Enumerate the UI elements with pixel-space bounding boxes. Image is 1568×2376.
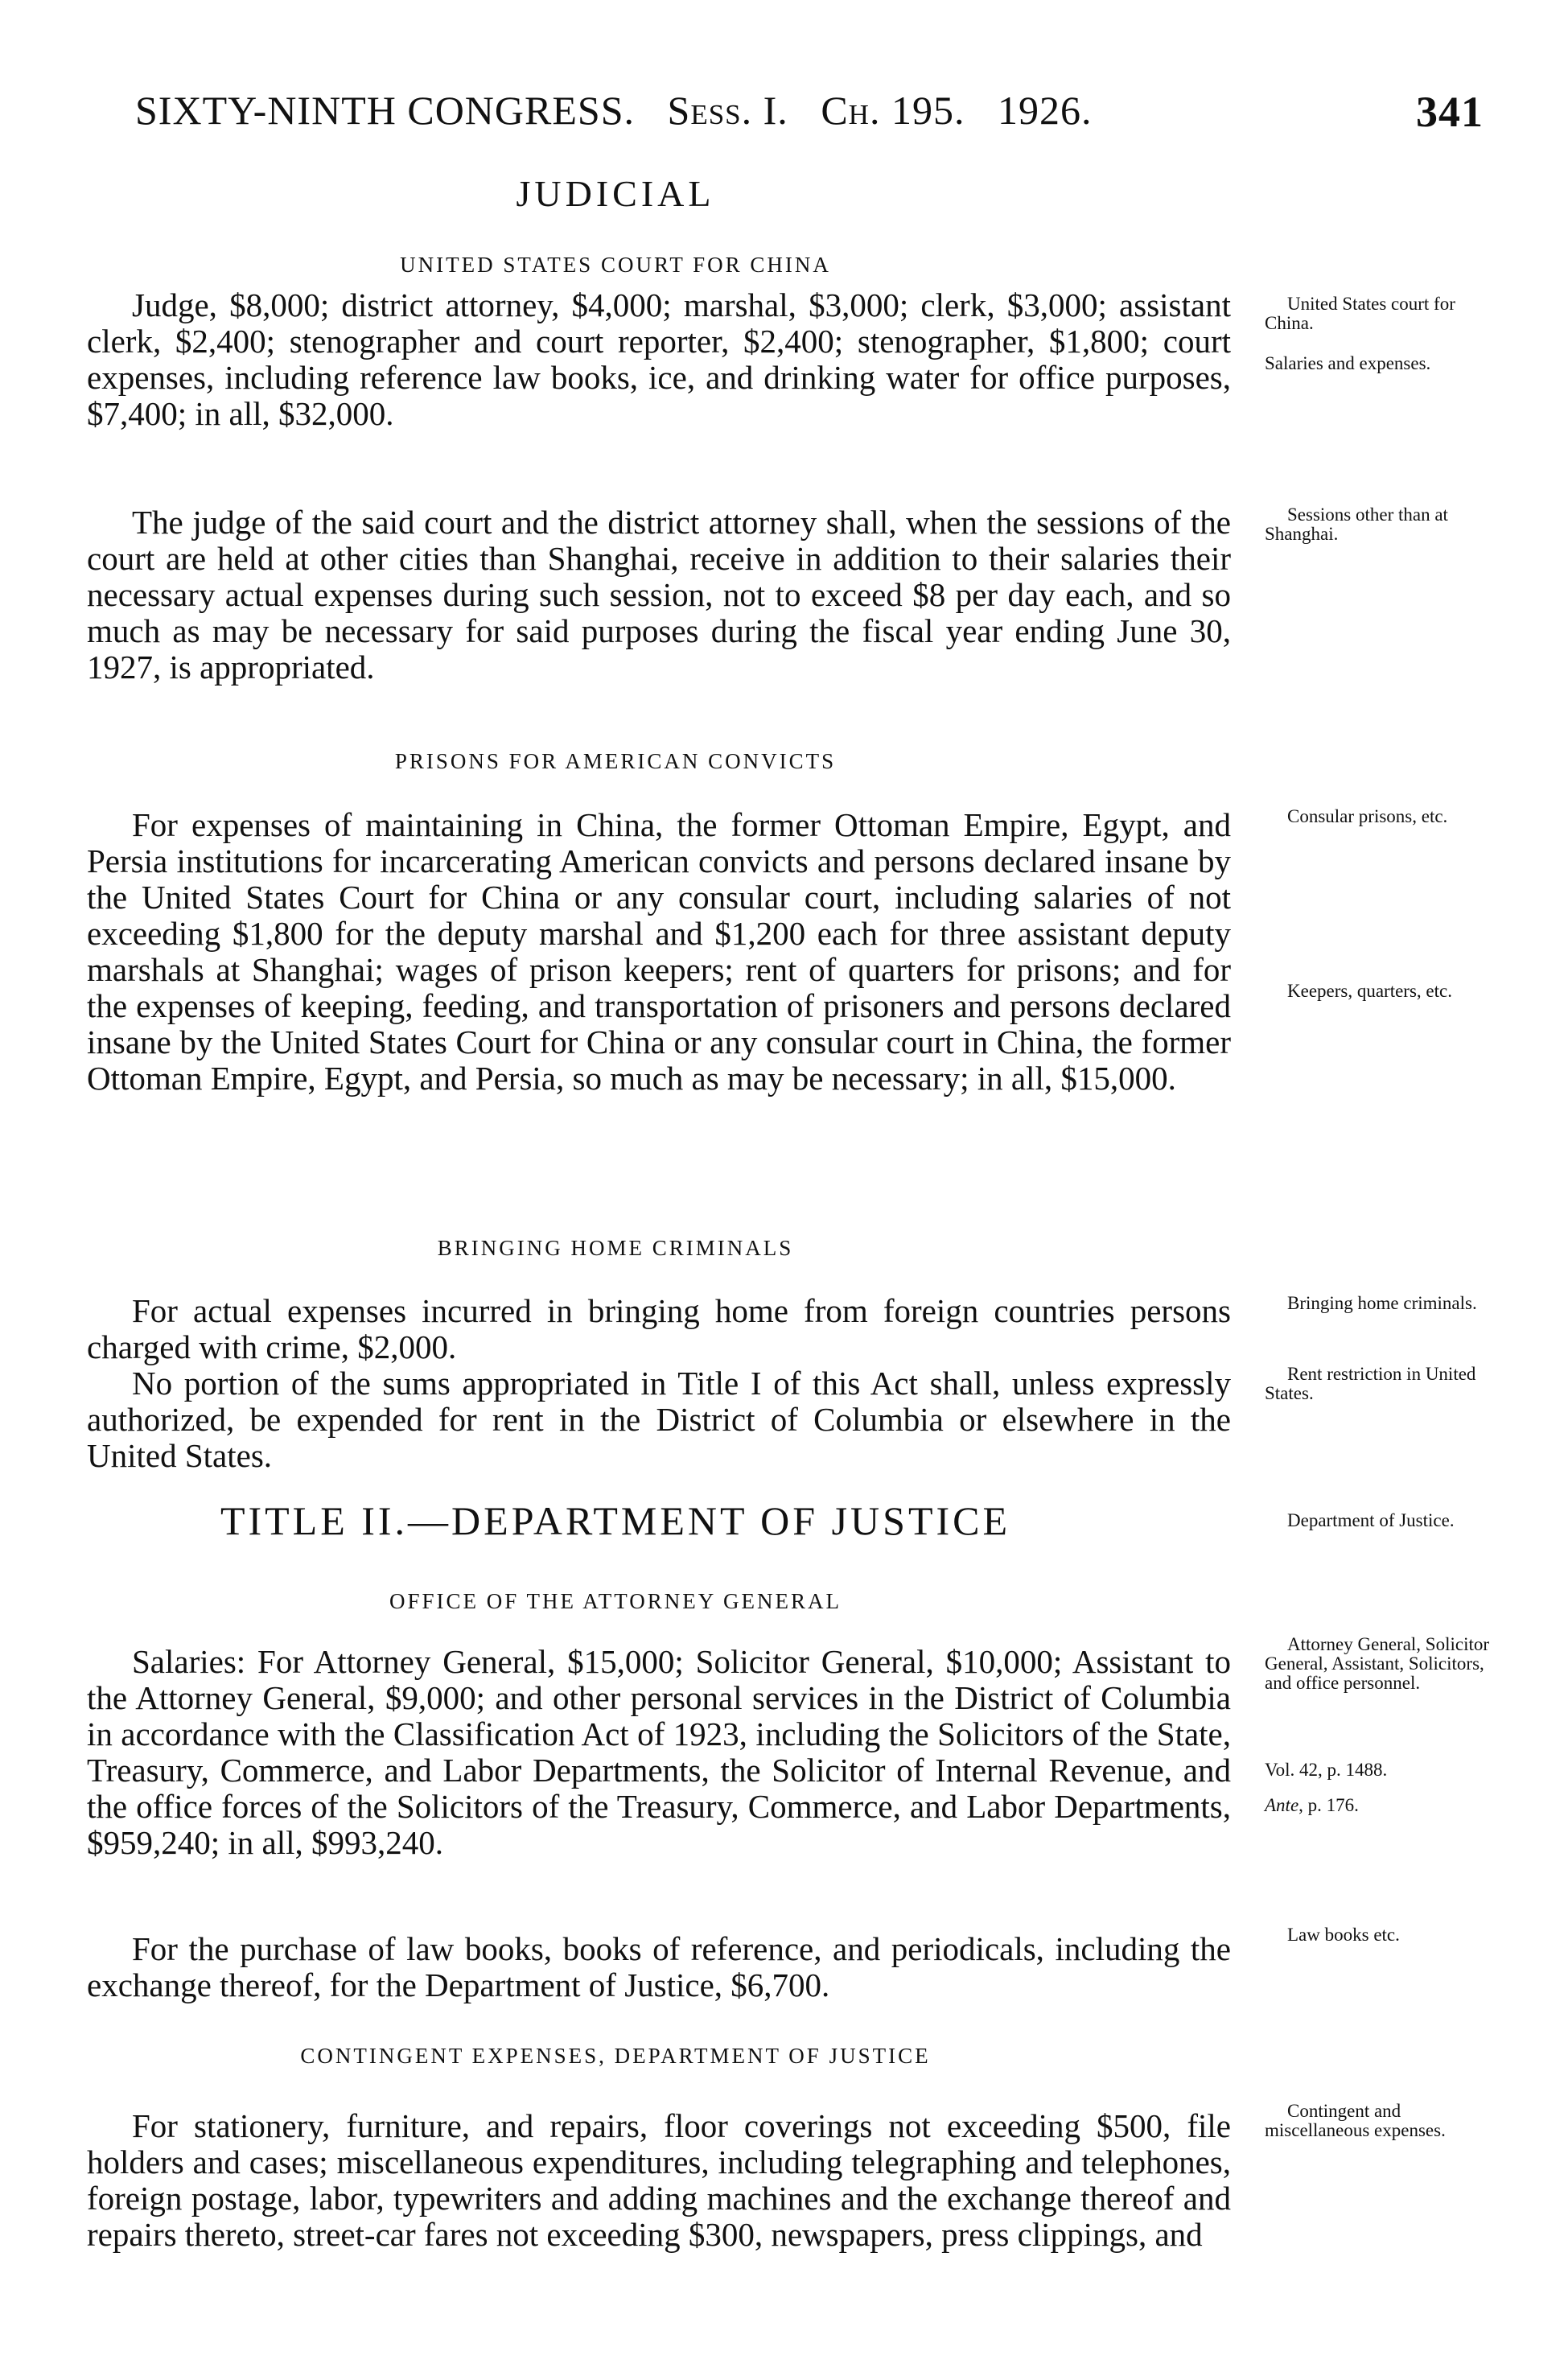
paragraph-bringing-criminals: For actual expenses incurred in bringing home from foreign countries persons charged with crime, $2,000. (87, 1292, 1231, 1365)
heading-court-china: UNITED STATES COURT FOR CHINA (400, 253, 831, 277)
ante-label: Ante (1265, 1795, 1299, 1815)
section-title-judicial: JUDICIAL (516, 173, 715, 214)
margin-note-ante-ref (1265, 1796, 1498, 1815)
margin-note-consular-prisons: Consular prisons, etc. (1287, 806, 1448, 826)
margin-note-bringing-criminals: Bringing home criminals. (1287, 1293, 1477, 1313)
heading-contingent-expenses: CONTINGENT EXPENSES, DEPARTMENT OF JUSTICE (300, 2044, 931, 2068)
paragraph-court-china-sessions: The judge of the said court and the district attorney shall, when the sessions of the court are held at other cities than Shanghai, receive in addition to their salaries their necessary actual expenses during such session, not to exceed $8 per day each, and so much as may be necessary for said purposes during the fiscal year ending June 30, 1927, is appropriated. (87, 504, 1231, 686)
paragraph-contingent-expenses: For stationery, furniture, and repairs, floor coverings not exceeding $500, file holders and cases; miscellaneous expenditures, including telegraphing and telephones, foreign postage, labor, typewriters and adding machines and the exchange thereof and repairs thereto, street-car fares not exceeding $300, newspapers, press clippings, and (87, 2107, 1231, 2253)
running-head-congress: SIXTY-NINTH CONGRESS. (135, 88, 636, 133)
margin-note-rent-restriction: Rent restriction in United States. (1265, 1364, 1476, 1403)
margin-note-dept-justice: Department of Justice. (1287, 1510, 1455, 1530)
running-head-year: 1926. (997, 88, 1093, 133)
margin-note-court-china: United States court for China. (1265, 294, 1455, 333)
heading-title-ii: TITLE II.—DEPARTMENT OF JUSTICE (220, 1498, 1011, 1543)
heading-prisons: PRISONS FOR AMERICAN CONVICTS (394, 749, 837, 773)
margin-note-law-books: Law books etc. (1287, 1925, 1400, 1945)
margin-note-contingent: Contingent and miscellaneous expenses. (1265, 2101, 1446, 2140)
paragraph-rent-restriction: No portion of the sums appropriated in Title I of this Act shall, unless expressly authorized, be expended for rent in the District of Columbia or elsewhere in the United States. (87, 1365, 1231, 1474)
paragraph-law-books: For the purchase of law books, books of reference, and periodicals, including the exchange thereof, for the Department of Justice, $6,700. (87, 1930, 1231, 2003)
margin-note-sessions: Sessions other than at Shanghai. (1265, 504, 1448, 544)
margin-note-attorney-general: Attorney General, Solicitor General, Assistant, Solicitors, and office personnel. (1265, 1634, 1490, 1693)
ante-page: , p. 176. (1298, 1795, 1359, 1815)
running-head-session: Sess. I. (667, 88, 788, 133)
margin-note-keepers: Keepers, quarters, etc. (1287, 981, 1452, 1001)
running-head (135, 87, 1092, 134)
paragraph-prisons: For expenses of maintaining in China, the former Ottoman Empire, Egypt, and Persia institutions for incarcerating American convicts and persons declared insane by the United States Court for China or any consular court, including salaries of not exceeding $1,800 for the deputy marshal and $1,200 each for three assistant deputy marshals at Shanghai; wages of prison keepers; rent of quarters for prisons; and for the expenses of keeping, feeding, and transportation of prisoners and persons declared insane by the United States Court for China or any consular court in China, the former Ottoman Empire, Egypt, and Persia, so much as may be necessary; in all, $15,000. (87, 806, 1231, 1097)
paragraph-attorney-general-salaries: Salaries: For Attorney General, $15,000; Solicitor General, $10,000; Assistant to the Attorney General, $9,000; and other personal services in the District of Columbia in accordance with the Classification Act of 1923, including the Solicitors of the State, Treasury, Commerce, and Labor Departments, the Solicitor of Internal Revenue, and the office forces of the Solicitors of the Treasury, Commerce, and Labor Departments, $959,240; in all, $993,240. (87, 1643, 1231, 1861)
paragraph-court-china-salaries: Judge, $8,000; district attorney, $4,000; marshal, $3,000; clerk, $3,000; assistant clerk, $2,400; stenographer and court reporter, $2,400; stenographer, $1,800; court expenses, including reference law books, ice, and drinking water for office purposes, $7,400; in all, $32,000. (87, 286, 1231, 432)
heading-attorney-general: OFFICE OF THE ATTORNEY GENERAL (389, 1589, 842, 1613)
margin-note-vol-ref: Vol. 42, p. 1488. (1265, 1760, 1388, 1780)
heading-bringing-criminals: BRINGING HOME CRIMINALS (437, 1236, 794, 1260)
margin-note-salaries-expenses: Salaries and expenses. (1265, 353, 1431, 373)
running-head-chapter: Ch. 195. (821, 88, 965, 133)
page-number: 341 (1416, 88, 1484, 136)
